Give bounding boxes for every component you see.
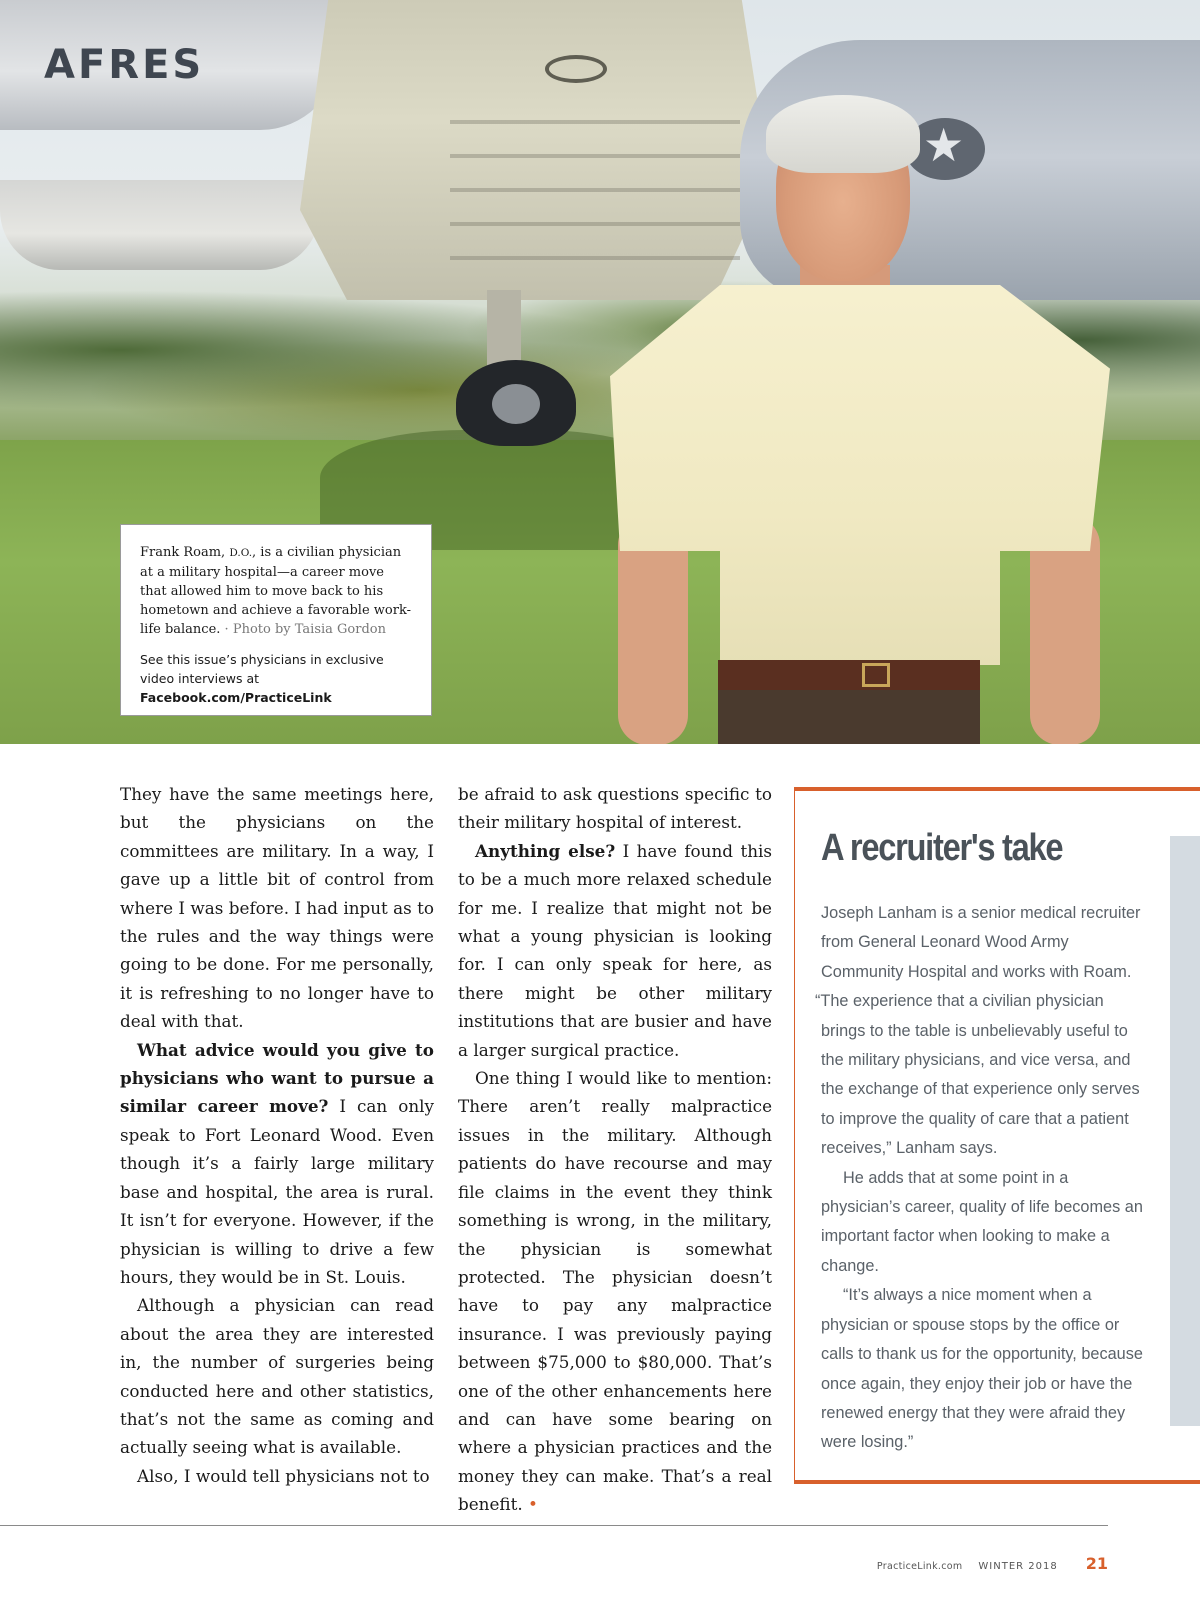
photo-belt [718, 660, 980, 690]
caption-name: Frank Roam, [140, 545, 230, 560]
plane-marking: AFRES [44, 42, 205, 88]
wing-insignia-icon [545, 55, 607, 83]
caption-description: , is a civilian physician at a military hospital—a career move that allowed him to move back to his hometown and achieve a favorable work-life balance. [140, 545, 412, 637]
sidebar-paragraph: “The experience that a civilian physician brings to the table is unbelievably useful to the military physicians, and vice versa, and the exchange of that experience only serves to improve the quality of care that a patient receives,” Lanham says. [815, 992, 1140, 1158]
interview-answer: I can only speak to Fort Leonard Wood. Even though it’s a fairly large military base and hospital, the area is rural. It isn’t for everyone. However, if the physician is willing to drive a few hours, they would be in St. Louis. [120, 1096, 434, 1287]
sidebar-paragraph: He adds that at some point in a physician’s career, quality of life becomes an important factor when looking to make a change. [821, 1168, 1143, 1275]
sidebar-title: A recruiter's take [821, 827, 1063, 869]
end-mark-icon: • [528, 1494, 538, 1515]
article-column-2 [458, 780, 772, 1519]
photo-plane-engine [0, 180, 320, 270]
footer-site[interactable]: PracticeLink.com [876, 1561, 963, 1572]
photo-wheel [456, 360, 576, 446]
photo-subject [610, 95, 1110, 744]
hero-photo [0, 0, 1200, 744]
video-note [140, 650, 413, 707]
article-column-1 [120, 780, 434, 1490]
photo-pants [718, 690, 980, 744]
footer-issue: WINTER 2018 [978, 1561, 1058, 1572]
photo-belt-buckle [862, 663, 890, 687]
caption-credentials: D.O. [229, 547, 253, 559]
sidebar-paragraph: “It’s always a nice moment when a physician or spouse stops by the office or calls to thank us for the opportunity, because once again, they enjoy their job or have the renewed energy that they were afraid they were losing.” [821, 1286, 1143, 1452]
recruiter-sidebar [794, 787, 1200, 1484]
paragraph: Although a physician can read about the area they are interested in, the number of surgeries being conducted here and other statistics, that’s not the same as coming and actually seeing what is available. [120, 1295, 434, 1458]
interview-question: What advice would you give to physicians who want to pursue a similar career move? [120, 1039, 434, 1117]
facebook-link[interactable]: Facebook.com/PracticeLink [140, 690, 332, 705]
paragraph: Also, I would tell physicians not to [137, 1465, 430, 1486]
photo-credit: · Photo by Taisia Gordon [220, 622, 386, 637]
qa-paragraph [458, 837, 772, 1064]
sidebar-paragraph: Joseph Lanham is a senior medical recruiter from General Leonard Wood Army Community Hospital and works with Roam. [821, 904, 1141, 981]
photo-caption [120, 524, 432, 716]
footer-rule [0, 1525, 1108, 1526]
sidebar-body [815, 899, 1149, 1458]
interview-question: Anything else? [475, 840, 616, 861]
page-number: 21 [1085, 1554, 1108, 1573]
paragraph: They have the same meetings here, but the physicians on the committees are military. In a way, I gave up a little bit of control from where I was before. I had input as to the rules and the way things were going to be done. For me personally, it is refreshing to no longer have to deal with that. [120, 784, 434, 1032]
photo-hair [766, 95, 920, 173]
caption-text [140, 543, 413, 639]
qa-paragraph [120, 1036, 434, 1292]
paragraph-text: One thing I would like to mention: There aren’t really malpractice issues in the military. Although patients do have recourse and may file claims in the event they think something is wrong, in the military, the physician is somewhat protected. The physician doesn’t have to pay any malpractice insurance. I was previously paying between $75,000 to $80,000. That’s one of the other enhancements here and can have some bearing on where a physician practices and the money they can make. That’s a real benefit. [458, 1068, 772, 1515]
sidebar-strip [1170, 836, 1200, 1426]
interview-answer: I have found this to be a much more relaxed schedule for me. I realize that might not be what a young physician is looking for. I can only speak for here, as there might be other military institutions that are busier and have a larger surgical practice. [458, 840, 772, 1060]
video-note-text: See this issue’s physicians in exclusive video interviews at [140, 652, 384, 686]
page-footer [0, 1554, 1108, 1573]
paragraph [458, 1064, 772, 1519]
paragraph: be afraid to ask questions specific to their military hospital of interest. [458, 784, 772, 833]
